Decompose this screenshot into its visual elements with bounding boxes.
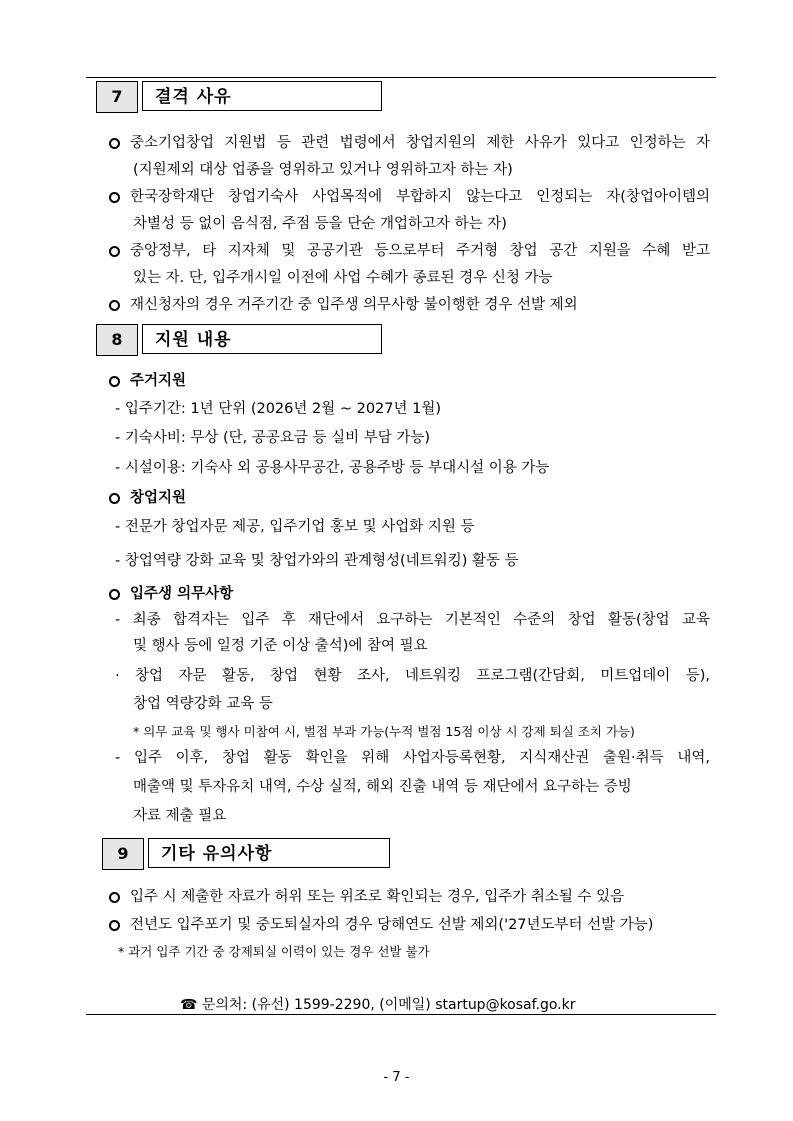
list-item-text: 전년도 입주포기 및 중도퇴실자의 경우 당해연도 선발 제외('27년도부터 선발 가능) [130,917,654,933]
contact-info: ☎ 문의처: (유선) 1599-2290, (이메일) startup@kosaf.go.kr [180,997,576,1013]
list-item-text: 한국장학재단 창업기숙사 사업목적에 부합하지 않는다고 인정되는 자(창업아이템의 [130,189,710,205]
page-number: - 7 - [383,1070,410,1085]
list-item-text: 중소기업창업 지원법 등 관련 법령에서 창업지원의 제한 사유가 있다고 인정하는 자 [130,135,710,151]
list-item-text: 입주 시 제출한 자료가 허위 또는 위조로 확인되는 경우, 입주가 취소될 수 있음 [130,889,625,905]
circle-bullet-icon [109,920,120,931]
section-number: 8 [96,324,138,356]
section-number: 7 [96,81,138,113]
list-item-text: - 입주 이후, 창업 활동 확인을 위해 사업자등록현황, 지식재산권 출원·취득 내역, [115,750,710,766]
group-heading: 입주생 의무사항 [130,586,234,602]
list-item-text: 차별성 등 없이 음식점, 주점 등을 단순 개업하고자 하는 자) [133,216,507,232]
group-heading: 창업지원 [130,490,187,506]
circle-bullet-icon [109,246,120,257]
list-item-text: 및 행사 등에 일정 기준 이상 출석)에 참여 필요 [133,638,428,654]
list-item-text: 중앙정부, 타 지자체 및 공공기관 등으로부터 주거형 창업 공간 지원을 수혜 받고 [130,243,710,259]
circle-bullet-icon [109,300,120,311]
list-item-text: - 창업역량 강화 교육 및 창업가와의 관계형성(네트워킹) 활동 등 [115,553,519,569]
bottom-rule [86,1014,716,1015]
note-text: * 의무 교육 및 행사 미참여 시, 벌점 부과 가능(누적 벌점 15점 이상 시 강제 퇴실 조치 가능) [133,724,635,739]
list-item-text: 창업 역량강화 교육 등 [133,696,273,712]
list-item-text: - 전문가 창업자문 제공, 입주기업 홍보 및 사업화 지원 등 [115,519,475,535]
circle-bullet-icon [109,892,120,903]
section-number: 9 [102,838,144,870]
list-item-text: (지원제외 대상 업종을 영위하고 있거나 영위하고자 하는 자) [133,162,513,178]
circle-bullet-icon [109,138,120,149]
circle-bullet-icon [109,589,120,600]
list-item-text: - 입주기간: 1년 단위 (2026년 2월 ~ 2027년 1월) [115,401,442,417]
group-heading: 주거지원 [130,373,187,389]
top-rule [86,77,716,78]
list-item-text: 재신청자의 경우 거주기간 중 입주생 의무사항 불이행한 경우 선발 제외 [130,297,578,313]
list-item-text: 자료 제출 필요 [133,808,227,824]
note-text: * 과거 입주 기간 중 강제퇴실 이력이 있는 경우 선발 불가 [118,944,430,959]
list-item-text: 있는 자. 단, 입주개시일 이전에 사업 수혜가 종료된 경우 신청 가능 [133,270,553,286]
circle-bullet-icon [109,493,120,504]
circle-bullet-icon [109,192,120,203]
section-title: 기타 유의사항 [148,838,390,868]
list-item-text: - 최종 합격자는 입주 후 재단에서 요구하는 기본적인 수준의 창업 활동(창업 교육 [115,612,710,628]
list-item-text: 매출액 및 투자유치 내역, 수상 실적, 해외 진출 내역 등 재단에서 요구하는 증빙 [133,779,632,795]
section-title: 결격 사유 [142,81,382,111]
section-title: 지원 내용 [142,324,382,354]
list-item-text: · 창업 자문 활동, 창업 현황 조사, 네트워킹 프로그램(간담회, 미트업데이 등), [115,668,710,684]
list-item-text: - 시설이용: 기숙사 외 공용사무공간, 공용주방 등 부대시설 이용 가능 [115,460,550,476]
list-item-text: - 기숙사비: 무상 (단, 공공요금 등 실비 부담 가능) [115,430,431,446]
circle-bullet-icon [109,376,120,387]
